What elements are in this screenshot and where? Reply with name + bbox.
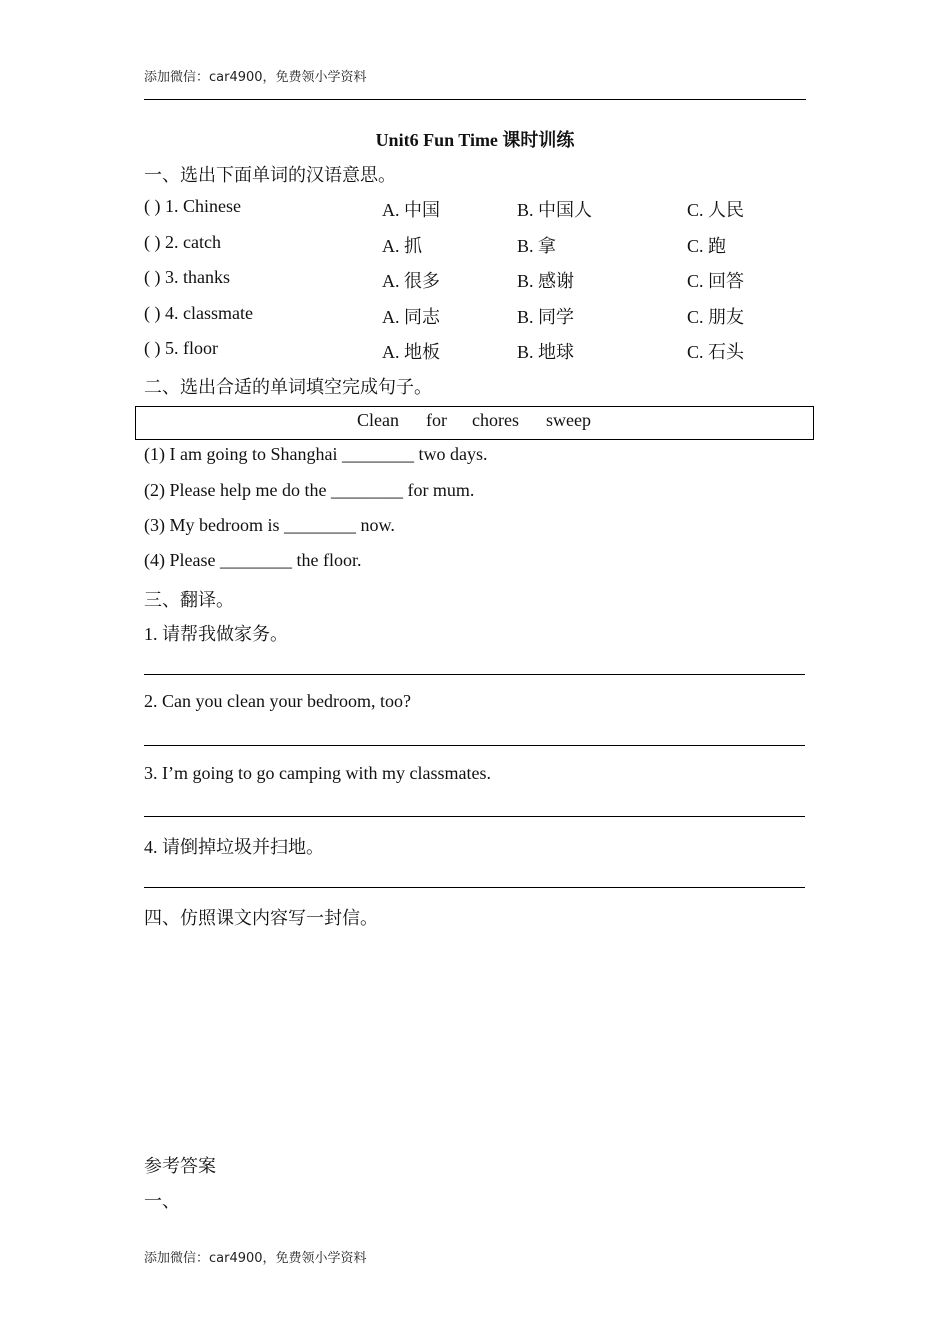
option-c: C. 回答 xyxy=(687,271,745,291)
option-b: B. 拿 xyxy=(517,236,557,256)
fill-sentence-4: (4) Please ________ the floor. xyxy=(144,550,362,570)
answers-part1: 一、 xyxy=(144,1191,180,1211)
translation-item-1: 1. 请帮我做家务。 xyxy=(144,624,288,644)
question-stem: ( ) 4. classmate xyxy=(144,303,253,323)
section3-heading: 三、翻译。 xyxy=(144,590,234,610)
section4-heading: 四、仿照课文内容写一封信。 xyxy=(144,908,378,928)
fill-sentence-1: (1) I am going to Shanghai ________ two days. xyxy=(144,444,488,464)
option-b: B. 同学 xyxy=(517,307,575,327)
option-b: B. 中国人 xyxy=(517,200,593,220)
footer-note: 添加微信：car4900，免费领小学资料 xyxy=(144,1251,367,1266)
option-a: A. 很多 xyxy=(382,271,440,291)
page-title: Unit6 Fun Time 课时训练 xyxy=(375,130,575,150)
answer-line-3 xyxy=(144,816,805,817)
option-b: B. 地球 xyxy=(517,342,575,362)
question-stem: ( ) 2. catch xyxy=(144,232,221,252)
answer-line-4 xyxy=(144,887,805,888)
answers-heading: 参考答案 xyxy=(144,1156,216,1176)
translation-item-4: 4. 请倒掉垃圾并扫地。 xyxy=(144,837,324,857)
question-stem: ( ) 3. thanks xyxy=(144,267,230,287)
option-c: C. 朋友 xyxy=(687,307,745,327)
word-bank-box xyxy=(135,406,814,440)
fill-sentence-2: (2) Please help me do the ________ for mum. xyxy=(144,480,475,500)
section2-heading: 二、选出合适的单词填空完成句子。 xyxy=(144,377,432,397)
word-bank-item: chores xyxy=(472,410,519,430)
question-stem: ( ) 1. Chinese xyxy=(144,196,241,216)
translation-item-2: 2. Can you clean your bedroom, too? xyxy=(144,691,411,711)
translation-item-3: 3. I’m going to go camping with my classmates. xyxy=(144,763,491,783)
fill-sentence-3: (3) My bedroom is ________ now. xyxy=(144,515,395,535)
answer-line-2 xyxy=(144,745,805,746)
word-bank-item: sweep xyxy=(546,410,591,430)
answer-line-1 xyxy=(144,674,805,675)
option-a: A. 中国 xyxy=(382,200,440,220)
section1-heading: 一、选出下面单词的汉语意思。 xyxy=(144,165,396,185)
word-bank-item: for xyxy=(426,410,447,430)
option-a: A. 地板 xyxy=(382,342,440,362)
option-b: B. 感谢 xyxy=(517,271,575,291)
option-a: A. 同志 xyxy=(382,307,440,327)
question-stem: ( ) 5. floor xyxy=(144,338,218,358)
option-a: A. 抓 xyxy=(382,236,422,256)
word-bank-item: Clean xyxy=(357,410,399,430)
header-note: 添加微信：car4900，免费领小学资料 xyxy=(144,70,367,85)
option-c: C. 人民 xyxy=(687,200,745,220)
option-c: C. 跑 xyxy=(687,236,727,256)
header-rule xyxy=(144,99,806,100)
option-c: C. 石头 xyxy=(687,342,745,362)
